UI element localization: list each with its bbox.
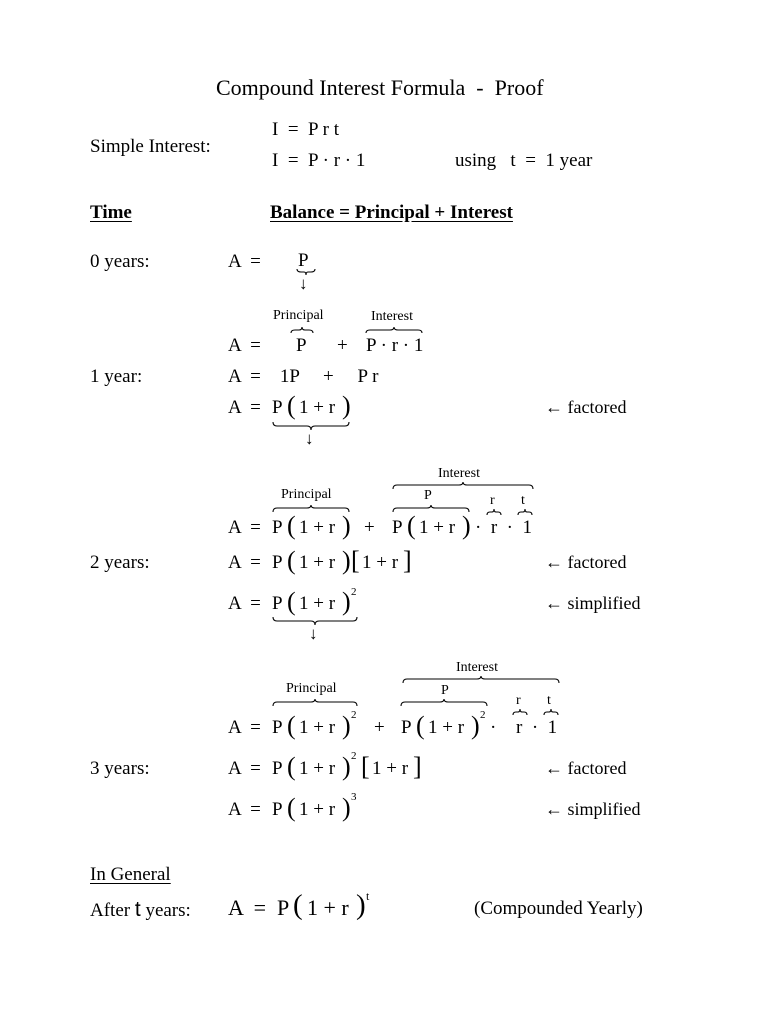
year2-principal-overbrace <box>272 504 350 513</box>
general-label-t: t <box>134 898 141 921</box>
year3-brace-r: r <box>516 693 521 708</box>
general-label-pre: After <box>90 900 135 921</box>
general-label <box>90 899 191 920</box>
year3-line1-lparen: ( <box>287 711 296 740</box>
year3-interest-brace-label: Interest <box>456 660 498 675</box>
year1-line2: A = 1P + P r <box>228 366 379 387</box>
year3-line1-dot: · <box>490 717 497 738</box>
year2-line1-lparen2: ( <box>407 511 416 540</box>
page-title: Compound Interest Formula - Proof <box>216 75 544 100</box>
year3-brace-p: P <box>441 683 449 698</box>
year2-line3-p: P <box>272 593 283 614</box>
year2-line2-bracket-inner: 1 + r <box>362 552 399 573</box>
year2-line1-a: A = <box>228 517 261 538</box>
year2-principal-brace-label: Principal <box>281 487 332 502</box>
year1-line3-a: A = <box>228 397 261 418</box>
general-eq-p: P <box>277 895 290 920</box>
year1-line1-interest: P · r · 1 <box>366 335 424 356</box>
year2-line1-inner2: 1 + r <box>419 517 456 538</box>
year3-line1-rparen2: ) <box>471 711 480 740</box>
year3-line1-a: A = <box>228 717 261 738</box>
simple-interest-eq2: I = P · r · 1 <box>272 150 366 171</box>
year2-line1-plus: + <box>364 517 375 538</box>
year3-line2-rparen: ) <box>342 752 351 781</box>
simple-interest-eq1: I = P r t <box>272 119 340 140</box>
year1-line1-plus: + <box>337 335 348 356</box>
year3-line2-bracket-inner: 1 + r <box>372 758 409 779</box>
year2-line2-a: A = <box>228 552 261 573</box>
year2-line1-lparen: ( <box>287 511 296 540</box>
year3-interest-overbrace <box>402 675 560 684</box>
year2-brace-r: r <box>490 493 495 508</box>
year3-line1-p2: P <box>401 717 412 738</box>
year1-down-arrow: ↓ <box>305 429 314 448</box>
year2-label: 2 years: <box>90 552 150 573</box>
year2-interest-overbrace <box>392 481 534 490</box>
year3-line1-plus: + <box>374 717 385 738</box>
year0-label: 0 years: <box>90 251 150 272</box>
year3-line1-inner: 1 + r <box>299 717 336 738</box>
year3-line1-rparen: ) <box>342 711 351 740</box>
year0-principal: P <box>298 250 309 271</box>
year3-line2-lparen: ( <box>287 752 296 781</box>
year2-line2-inner: 1 + r <box>299 552 336 573</box>
year1-line3-inner: 1 + r <box>299 397 336 418</box>
general-eq-rparen: ) <box>356 889 366 921</box>
year3-simplified-note: ← simplified <box>545 799 641 819</box>
general-eq-inner: 1 + r <box>307 895 349 920</box>
general-note: (Compounded Yearly) <box>474 898 643 919</box>
year0-down-arrow: ↓ <box>299 274 308 293</box>
year3-line1-exponent2: 2 <box>480 709 486 721</box>
year2-down-arrow: ↓ <box>309 624 318 643</box>
year2-line1-rparen2: ) <box>462 511 471 540</box>
year0-eq: A = <box>228 251 261 272</box>
year3-line1-p: P <box>272 717 283 738</box>
year1-line1-p: P <box>296 335 307 356</box>
general-eq-a: A = <box>228 895 267 920</box>
balance-header: Balance = Principal + Interest <box>270 202 513 223</box>
year2-brace-p: P <box>424 488 432 503</box>
year3-t-overbrace <box>543 708 559 716</box>
general-label-post: years: <box>140 900 191 921</box>
year3-line2-exponent: 2 <box>351 750 357 762</box>
year2-line1-p2: P <box>392 517 403 538</box>
year2-line3-inner: 1 + r <box>299 593 336 614</box>
year2-line2-rbracket: ] <box>403 546 412 575</box>
year3-line3-exponent: 3 <box>351 791 357 803</box>
year2-line3-a: A = <box>228 593 261 614</box>
year1-principal-brace-label: Principal <box>273 308 324 323</box>
simple-interest-label: Simple Interest: <box>90 136 211 157</box>
year2-factored-note: ← factored <box>545 552 627 572</box>
year2-line3-rparen: ) <box>342 587 351 616</box>
year3-line2-a: A = <box>228 758 261 779</box>
year3-line1-exponent: 2 <box>351 709 357 721</box>
year2-r-overbrace <box>486 508 502 516</box>
general-eq-lparen: ( <box>293 889 303 921</box>
year3-factored-note: ← factored <box>545 758 627 778</box>
year2-interest-brace-label: Interest <box>438 466 480 481</box>
year1-interest-brace-label: Interest <box>371 309 413 324</box>
year3-r-overbrace <box>512 708 528 716</box>
year1-line1-a: A = <box>228 335 261 356</box>
year2-line1-tail: · r · 1 <box>475 517 532 538</box>
year2-line3-lparen: ( <box>287 587 296 616</box>
year3-principal-brace-label: Principal <box>286 681 337 696</box>
year3-line2-rbracket: ] <box>413 752 422 781</box>
year2-line2-p: P <box>272 552 283 573</box>
year2-line2-lparen: ( <box>287 546 296 575</box>
year1-label: 1 year: <box>90 366 143 387</box>
year1-line3-lparen: ( <box>287 391 296 420</box>
year3-principal-overbrace <box>272 698 358 707</box>
year3-line1-tail: r · 1 <box>516 717 558 738</box>
year3-line3-lparen: ( <box>287 793 296 822</box>
year1-line3-p: P <box>272 397 283 418</box>
year3-line3-a: A = <box>228 799 261 820</box>
year1-interest-overbrace <box>365 326 423 334</box>
year3-line2-inner: 1 + r <box>299 758 336 779</box>
year3-label: 3 years: <box>90 758 150 779</box>
year2-line2-rparen: ) <box>342 546 351 575</box>
year2-line1-rparen: ) <box>342 511 351 540</box>
year3-line3-rparen: ) <box>342 793 351 822</box>
year3-line2-p: P <box>272 758 283 779</box>
general-eq-exponent: t <box>366 889 370 903</box>
year1-factored-note: ← factored <box>545 397 627 417</box>
year1-principal-overbrace <box>290 326 314 334</box>
year3-brace-t: t <box>547 693 551 708</box>
simple-interest-note: using t = 1 year <box>455 150 593 171</box>
year2-line2-lbracket: [ <box>351 546 360 575</box>
year2-p-overbrace <box>392 504 470 513</box>
year3-line3-inner: 1 + r <box>299 799 336 820</box>
year2-brace-t: t <box>521 493 525 508</box>
general-heading: In General <box>90 864 171 885</box>
time-header: Time <box>90 202 132 223</box>
year2-line3-exponent: 2 <box>351 586 357 598</box>
year2-simplified-note: ← simplified <box>545 593 641 613</box>
year3-line1-inner2: 1 + r <box>428 717 465 738</box>
year1-line3-rparen: ) <box>342 391 351 420</box>
year3-p-overbrace <box>400 698 488 707</box>
year3-line2-lbracket: [ <box>361 752 370 781</box>
year3-line3-p: P <box>272 799 283 820</box>
year2-t-overbrace <box>517 508 533 516</box>
year2-line1-inner: 1 + r <box>299 517 336 538</box>
year2-line1-p: P <box>272 517 283 538</box>
year3-line1-lparen2: ( <box>416 711 425 740</box>
